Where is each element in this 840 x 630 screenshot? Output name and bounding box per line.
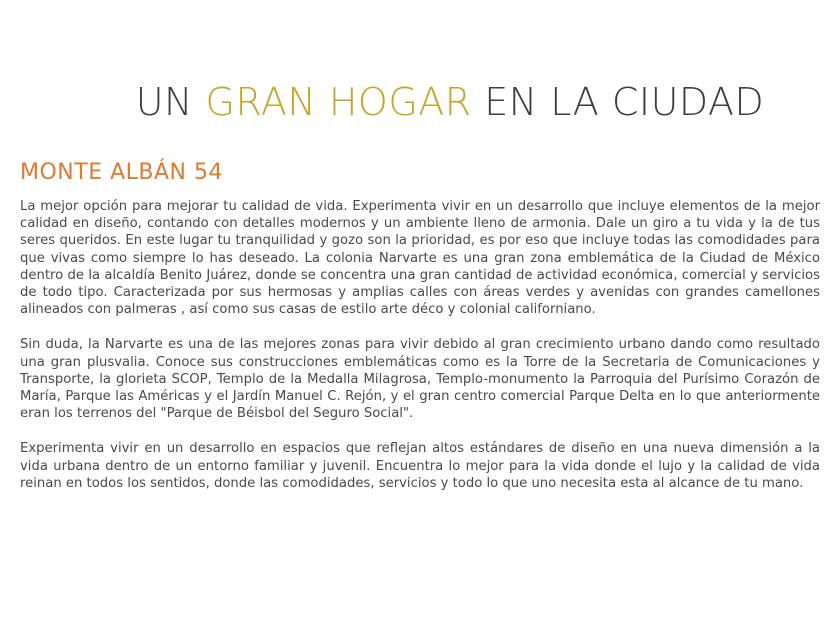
description-paragraph-1: La mejor opción para mejorar tu calidad de vida. Experimenta vivir en un desarrollo que incluye elementos de la mejor calidad en diseño, contando con detalles modernos y un ambiente lleno de armonia. Dale un giro a tu vida y la de tus seres queridos. En este lugar tu tranquilidad y gozo son la prioridad, es por eso que incluye todas las comodidades para que vivas como siempre lo has deseado. La colonia Narvarte es una gran zona emblemática de la Ciudad de México dentro de la alcaldía Benito Juárez, donde se concentra una gran cantidad de actividad económica, comercial y servicios de todo tipo. Caracterizada por sus hermosas y amplias calles con áreas verdes y avenidas con grandes camellones alineados con palmeras , así como sus casas de estilo arte déco y colonial californiano. — [20, 199, 820, 318]
description-paragraph-3: Experimenta vivir en un desarrollo en espacios que reflejan altos estándares de diseño en una nueva dimensión a la vida urbana dentro de un entorno familiar y juvenil. Encuentra lo mejor para la vida donde el lujo y la calidad de vida reinan en todos los sentidos, donde las comodidades, servicios y todo lo que uno necesita esta al alcance de tu mano. — [20, 441, 820, 491]
hero-title-start: UN — [135, 80, 206, 124]
description-paragraph-2: Sin duda, la Narvarte es una de las mejores zonas para vivir debido al gran crecimiento urbano dando como resultado una gran plusvalia. Conoce sus construcciones emblemáticas como es la Torre de la Secretaria de Comunicaciones y Transporte, la glorieta SCOP, Templo de la Medalla Milagrosa, Templo-monumento la Parroquia del Purísimo Corazón de María, Parque las Américas y el Jardín Manuel C. Rejón, y el gran centro comercial Parque Delta en lo que anteriormente eran los terrenos del "Parque de Béisbol del Seguro Social". — [20, 337, 820, 422]
hero-title-accent: GRAN HOGAR — [205, 80, 472, 124]
description-body — [20, 198, 820, 510]
hero-title-end: EN LA CIUDAD — [471, 80, 765, 124]
hero-title — [120, 78, 780, 126]
property-title: MONTE ALBÁN 54 — [20, 160, 223, 185]
